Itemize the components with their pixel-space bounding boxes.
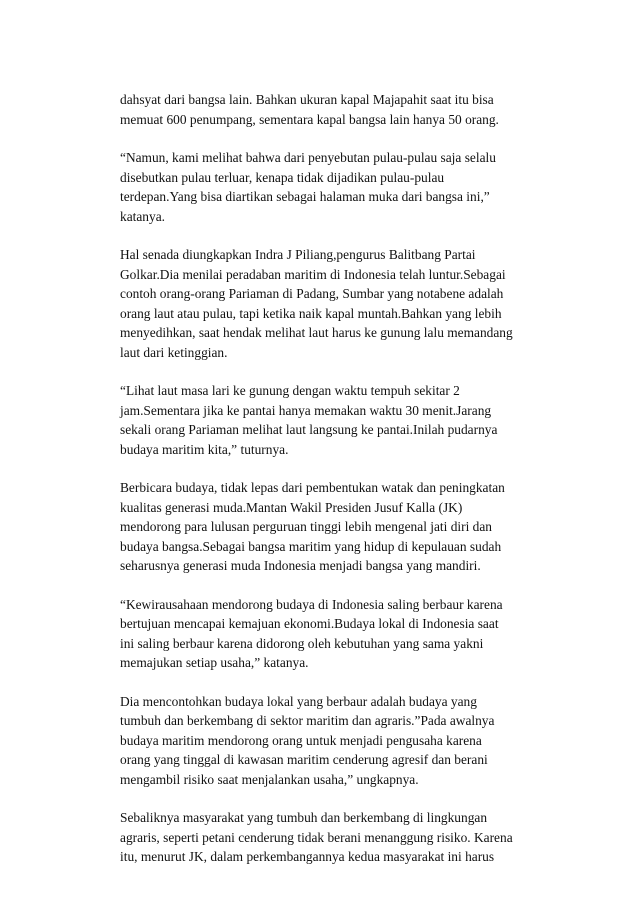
paragraph-line: “Kewirausahaan mendorong budaya di Indonesia saling berbaur karena (120, 596, 503, 612)
paragraph (120, 808, 550, 867)
paragraph (120, 90, 550, 129)
paragraph-line: sekali orang Pariaman melihat laut langsung ke pantai.Inilah pudarnya (120, 422, 498, 437)
paragraph (120, 478, 550, 576)
paragraph-line: Hal senada diungkapkan Indra J Piliang,pengurus Balitbang Partai (120, 247, 476, 262)
paragraph-line: budaya bangsa.Sebagai bangsa maritim yang hidup di kepulauan sudah (120, 538, 502, 554)
paragraph-line: contoh orang-orang Pariaman di Padang, Sumbar yang notabene adalah (120, 286, 504, 301)
paragraph-line: terdepan.Yang bisa diartikan sebagai halaman muka dari bangsa ini,” (120, 189, 490, 204)
paragraph-line: “Lihat laut masa lari ke gunung dengan waktu tempuh sekitar 2 (120, 383, 460, 398)
paragraph-line: Sebaliknya masyarakat yang tumbuh dan berkembang di lingkungan (120, 810, 488, 825)
paragraph-line: Golkar.Dia menilai peradaban maritim di Indonesia telah luntur.Sebagai (120, 266, 506, 282)
paragraph-line: jam.Sementara jika ke pantai hanya memakan waktu 30 menit.Jarang (120, 402, 492, 418)
paragraph-line: agraris, seperti petani cenderung tidak berani menanggung risiko. Karena (120, 829, 513, 845)
paragraph-line: laut dari ketinggian. (120, 344, 228, 360)
paragraph-line: budaya maritim mendorong orang untuk menjadi pengusaha karena (120, 732, 482, 748)
paragraph-line: “Namun, kami melihat bahwa dari penyebutan pulau-pulau saja selalu (120, 150, 496, 165)
paragraph-line: memuat 600 penumpang, sementara kapal bangsa lain hanya 50 orang. (120, 111, 499, 127)
paragraph-line: disebutkan pulau terluar, kenapa tidak dijadikan pulau-pulau (120, 169, 445, 185)
paragraph-line: itu, menurut JK, dalam perkembangannya kedua masyarakat ini harus (120, 849, 495, 864)
paragraph-line: Berbicara budaya, tidak lepas dari pembentukan watak dan peningkatan (120, 480, 505, 495)
paragraph-line: orang laut atau pulau, tapi ketika naik kapal muntah.Bahkan yang lebih (120, 305, 502, 321)
paragraph-line: kualitas generasi muda.Mantan Wakil Presiden Jusuf Kalla (JK) (120, 499, 463, 515)
paragraph-line: bertujuan mencapai kemajuan ekonomi.Budaya lokal di Indonesia saat (120, 616, 499, 631)
paragraph (120, 595, 550, 673)
paragraph (120, 148, 550, 226)
paragraph-line: tumbuh dan berkembang di sektor maritim dan agraris.”Pada awalnya (120, 713, 495, 728)
paragraph-line: budaya maritim kita,” tuturnya. (120, 441, 289, 457)
paragraph-line: mendorong para lulusan perguruan tinggi lebih mengenal jati diri dan (120, 519, 492, 534)
paragraph-line: katanya. (120, 208, 165, 224)
paragraph-line: seharusnya generasi muda Indonesia menjadi bangsa yang mandiri. (120, 558, 481, 573)
paragraph (120, 692, 550, 790)
paragraph-line: memajukan setiap usaha,” katanya. (120, 655, 309, 670)
paragraph-line: orang yang tinggal di kawasan maritim cenderung agresif dan berani (120, 752, 488, 767)
document-body (120, 90, 550, 886)
paragraph-line: mengambil risiko saat menjalankan usaha,” ungkapnya. (120, 771, 419, 787)
paragraph-line: dahsyat dari bangsa lain. Bahkan ukuran kapal Majapahit saat itu bisa (120, 92, 494, 107)
paragraph-line: menyedihkan, saat hendak melihat laut harus ke gunung lalu memandang (120, 325, 513, 340)
paragraph (120, 245, 550, 362)
paragraph-line: Dia mencontohkan budaya lokal yang berbaur adalah budaya yang (120, 693, 477, 709)
paragraph (120, 381, 550, 459)
paragraph-line: ini saling berbaur karena didorong oleh kebutuhan yang sama yakni (120, 635, 484, 651)
